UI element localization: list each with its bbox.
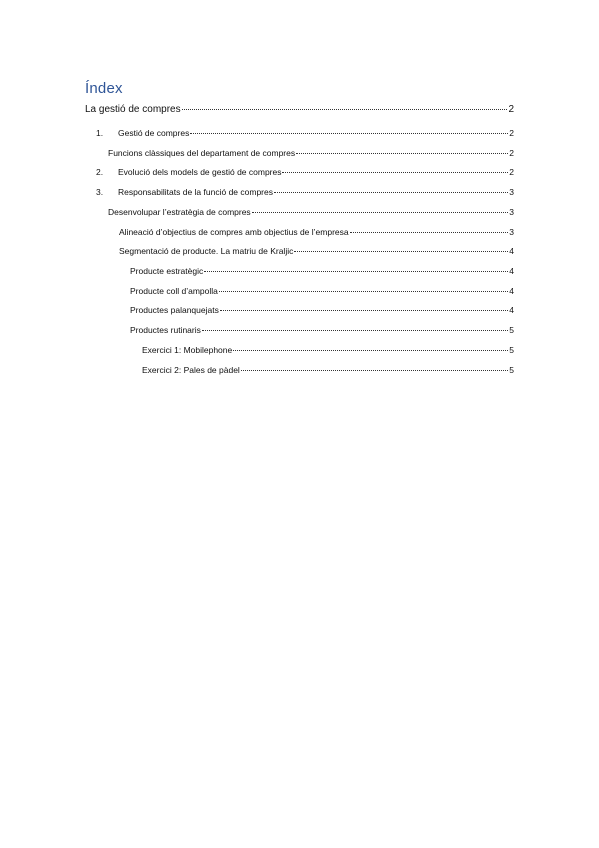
toc-leader-dots [294, 251, 508, 252]
toc-entry-label: Alineació d’objectius de compres amb objectius de l’empresa [119, 227, 349, 237]
toc-leader-dots [182, 109, 508, 110]
toc-entry[interactable] [130, 285, 514, 297]
toc-page-number: 3 [509, 187, 514, 197]
toc-entry-label: Funcions clàssiques del departament de compres [108, 148, 296, 158]
toc-page-number: 2 [509, 167, 514, 177]
toc-leader-dots [204, 271, 508, 272]
toc-entry[interactable] [85, 104, 514, 116]
toc-entry-label: Productes palanquejats [130, 305, 219, 315]
toc-page-number: 5 [509, 365, 514, 375]
toc-entry-label: Desenvolupar l’estratègia de compres [108, 207, 251, 217]
toc-entry[interactable] [96, 186, 514, 198]
toc-entry-label: Exercici 1: Mobilephone [142, 345, 233, 355]
toc-page-number: 4 [509, 305, 514, 315]
toc-entry-label: Producte estratègic [130, 266, 204, 276]
toc-entry-number: 1. [96, 128, 104, 138]
toc-leader-dots [296, 153, 508, 154]
toc-entry-label: Exercici 2: Pales de pàdel [142, 365, 240, 375]
toc-leader-dots [202, 330, 508, 331]
toc-page-number: 4 [509, 246, 514, 256]
toc-leader-dots [219, 291, 508, 292]
toc-entry-label: La gestió de compres [85, 104, 181, 115]
toc-entry-label: Segmentació de producte. La matriu de Kraljic [119, 246, 294, 256]
toc-entry-number: 2. [96, 167, 104, 177]
toc-entry-number: 3. [96, 187, 104, 197]
toc-entry[interactable] [96, 166, 514, 178]
toc-entry[interactable] [142, 364, 514, 376]
toc-page-number: 2 [509, 128, 514, 138]
toc-entry[interactable] [108, 147, 514, 159]
toc-leader-dots [233, 350, 508, 351]
toc-entry[interactable] [130, 265, 514, 277]
toc-page-number: 3 [509, 207, 514, 217]
toc-leader-dots [274, 192, 508, 193]
toc-entry-label: Productes rutinaris [130, 325, 201, 335]
toc-entry-label: Producte coll d’ampolla [130, 286, 218, 296]
toc-leader-dots [241, 370, 508, 371]
toc-page-number: 5 [509, 345, 514, 355]
toc-entry-label: Responsabilitats de la funció de compres [118, 187, 273, 197]
toc-page-number: 5 [509, 325, 514, 335]
toc-entry[interactable] [119, 226, 514, 238]
toc-page-number: 2 [509, 148, 514, 158]
toc-entry[interactable] [108, 206, 514, 218]
toc-title: Índex [85, 80, 123, 97]
toc-leader-dots [350, 232, 509, 233]
toc-page-number: 4 [509, 286, 514, 296]
toc-entry[interactable] [130, 304, 514, 316]
toc-leader-dots [252, 212, 509, 213]
toc-entry[interactable] [119, 245, 514, 257]
toc-page-number: 4 [509, 266, 514, 276]
toc-entry[interactable] [130, 324, 514, 336]
toc-entry-label: Evolució dels models de gestió de compres [118, 167, 282, 177]
toc-leader-dots [282, 172, 508, 173]
toc-entry[interactable] [142, 344, 514, 356]
toc-page-number: 3 [509, 227, 514, 237]
toc-page-number: 2 [508, 104, 514, 115]
toc-leader-dots [190, 133, 508, 134]
toc-leader-dots [220, 310, 508, 311]
toc-entry-label: Gestió de compres [118, 128, 190, 138]
toc-entry[interactable] [96, 127, 514, 139]
